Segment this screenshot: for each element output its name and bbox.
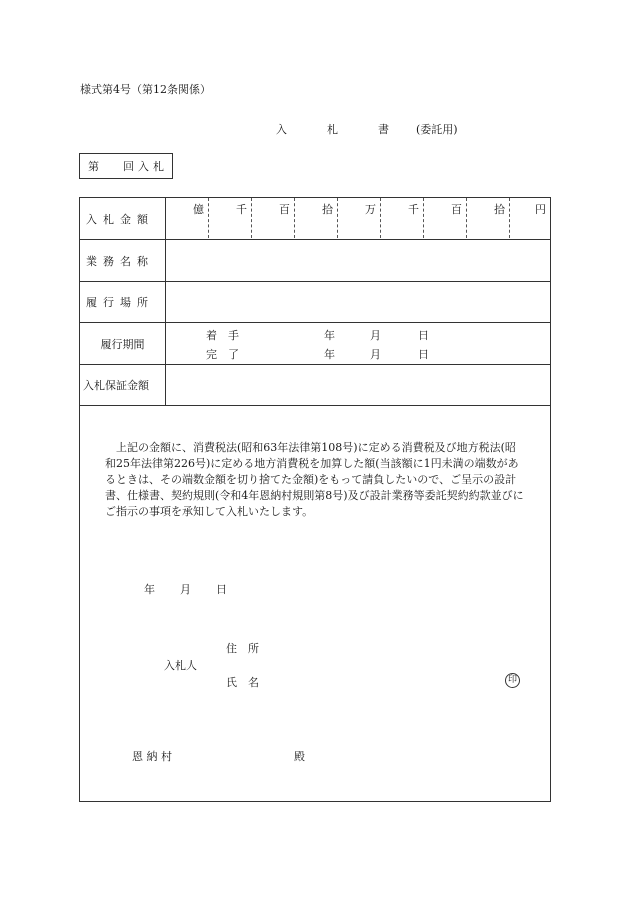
seal-icon: 印	[505, 673, 520, 688]
amount-unit-hyaku: 百	[424, 198, 467, 238]
name-label: 氏 名	[226, 676, 259, 689]
title-char-2: 札	[327, 123, 338, 136]
round-suffix: 回入札	[123, 160, 168, 173]
bidder-label: 入札人	[164, 659, 197, 672]
form-number: 様式第4号（第12条関係）	[80, 83, 211, 96]
business-name-row	[80, 240, 550, 282]
location-row	[80, 282, 550, 323]
statement-area	[80, 406, 550, 801]
deposit-label: 入札保証金額	[80, 365, 166, 405]
statement-text: 上記の金額に、消費税法(昭和63年法律第108号)に定める消費税及び地方税法(昭和25年法律第226号)に定める地方消費税を加算した額(当該額に1円未満の端数があるときは、その端数金額を切り捨てた金額)をもって請負したいので、ご呈示の設計書、仕様書、契約規則(令和4年恩納村規則第8号)及び設計業務等委託契約約款並びにご指示の事項を承知して入札いたします。	[105, 441, 524, 518]
document-title	[276, 121, 389, 137]
amount-input-area[interactable]	[166, 198, 550, 239]
amount-row	[80, 198, 550, 240]
period-start-month: 月	[370, 329, 381, 342]
period-label: 履行期間	[80, 323, 166, 364]
date-day: 日	[216, 583, 227, 596]
deposit-row	[80, 365, 550, 406]
round-prefix: 第	[88, 160, 99, 173]
amount-unit-hyaku-man: 百	[252, 198, 295, 238]
amount-unit-man: 万	[338, 198, 381, 238]
address-label: 住 所	[226, 642, 259, 655]
period-start-year: 年	[324, 329, 335, 342]
period-start-day: 日	[418, 329, 429, 342]
document-subtitle: (委託用)	[416, 123, 458, 136]
addressee-honorific: 殿	[294, 750, 305, 763]
period-row	[80, 323, 550, 365]
amount-unit-oku: 億	[166, 198, 209, 238]
period-start-label: 着 手	[206, 329, 239, 342]
period-end-label: 完 了	[206, 348, 239, 361]
amount-unit-juu: 拾	[467, 198, 510, 238]
amount-unit-juu-man: 拾	[295, 198, 338, 238]
period-end-year: 年	[324, 348, 335, 361]
title-char-3: 書	[378, 123, 389, 136]
bid-form-table	[79, 197, 551, 802]
business-name-label: 業務名称	[80, 240, 166, 281]
addressee-village: 恩 納 村	[132, 750, 172, 763]
location-label: 履行場所	[80, 282, 166, 322]
amount-unit-sen-man: 千	[209, 198, 252, 238]
date-year: 年	[144, 583, 155, 596]
seal-mark	[505, 672, 520, 688]
period-end-day: 日	[418, 348, 429, 361]
title-char-1: 入	[276, 123, 287, 136]
amount-unit-sen: 千	[381, 198, 424, 238]
period-end-month: 月	[370, 348, 381, 361]
date-month: 月	[180, 583, 191, 596]
amount-unit-en: 円	[535, 203, 546, 216]
bid-round-box	[79, 153, 173, 179]
amount-label: 入札金額	[80, 198, 166, 239]
